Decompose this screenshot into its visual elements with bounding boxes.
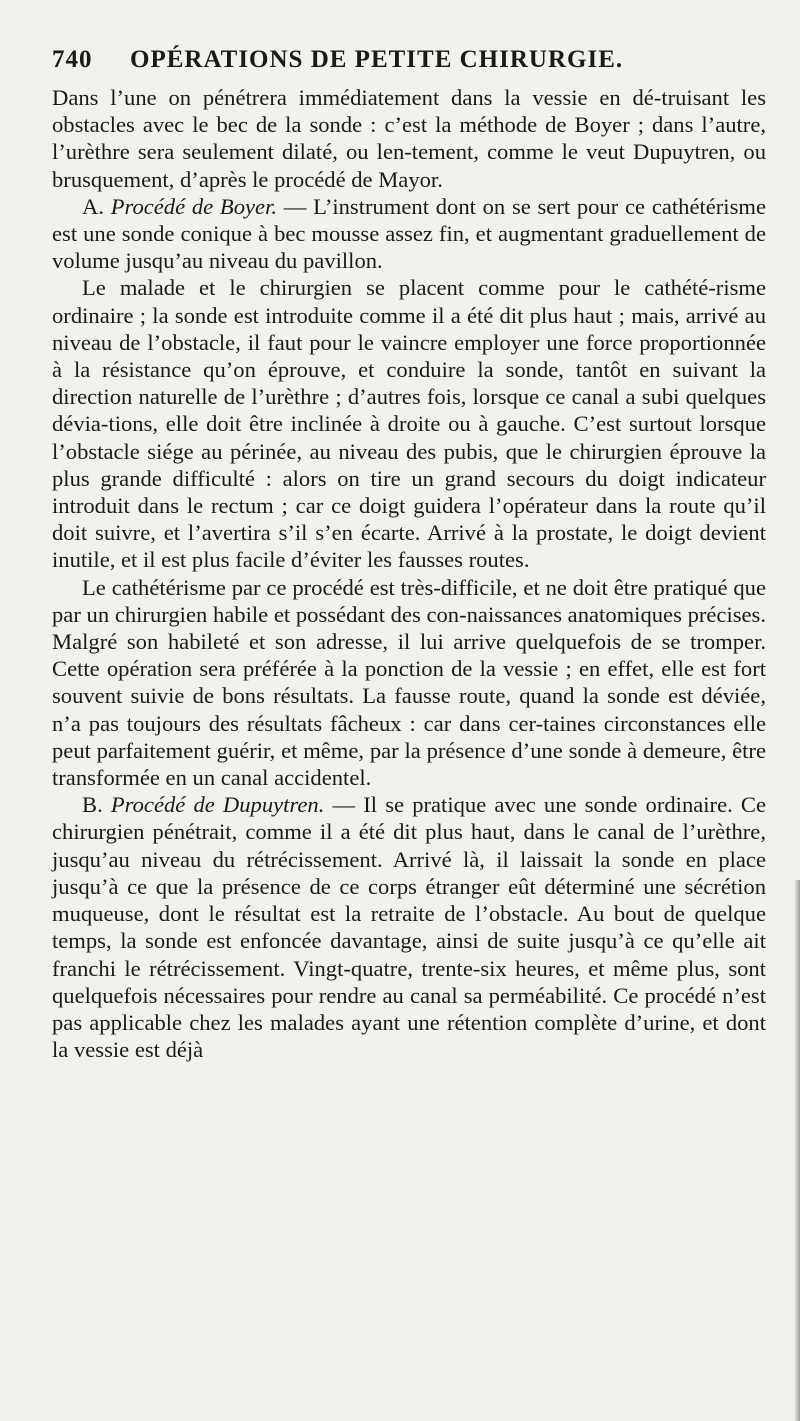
- paragraph-text: Le cathétérisme par ce procédé est très-difficile, et ne doit être pratiqué que par un chirurgien habile et possédant des con-naissances anatomiques précises. Malgré son habileté et son adresse, il lui arrive quelquefois de se tromper. Cette opération sera préférée à la ponction de la vessie ; en effet, elle est fort souvent suivie de bons résultats. La fausse route, quand la sonde est déviée, n’a pas toujours des résultats fâcheux : car dans cer-taines circonstances elle peut parfaitement guérir, et même, par la présence d’une sonde à demeure, être transformée en un canal accidentel.: [52, 574, 766, 791]
- section-title-boyer: Procédé de Boyer.: [110, 193, 278, 219]
- paragraph-technique: [52, 274, 766, 573]
- paragraph-text: Le malade et le chirurgien se placent comme pour le cathété-risme ordinaire ; la sonde est introduite comme il a été dit plus haut ; mais, arrivé au niveau de l’obstacle, il faut pour le vaincre employer une force proportionnée à la résistance qu’on éprouve, et conduire la sonde, tantôt en suivant la direction naturelle de l’urèthre ; d’autres fois, lorsque ce canal a subi quelques dévia-tions, elle doit être inclinée à droite ou à gauche. C’est surtout lorsque l’obstacle siége au périnée, au niveau des pubis, que le chirurgien éprouve la plus grande difficulté : alors on tire un grand secours du doigt indicateur introduit dans le rectum ; car ce doigt guidera l’opérateur dans la route qu’il doit suivre, et l’avertira s’il s’en écarte. Arrivé à la prostate, le doigt devient inutile, et il est plus facile d’éviter les fausses routes.: [52, 275, 766, 573]
- section-letter: B.: [82, 792, 111, 818]
- page-edge-shadow: [794, 880, 800, 1421]
- paragraph-text: — Il se pratique avec une sonde ordinaire. Ce chirurgien pénétrait, comme il a été dit plus haut, dans le canal de l’urèthre, jusqu’au niveau du rétrécissement. Arrivé là, il laissait la sonde en place jusqu’à ce que la présence de ce corps étranger eût déterminé une sécrétion muqueuse, dont le résultat est la retraite de l’obstacle. Au bout de quelque temps, la sonde est enfoncée davantage, ainsi de suite jusqu’à ce qu’elle ait franchi le rétrécissement. Vingt-quatre, trente-six heures, et même plus, sont quelquefois nécessaires pour rendre au canal sa perméabilité. Ce procédé n’est pas applicable chez les malades ayant une rétention complète d’urine, et dont la vessie est déjà: [52, 792, 767, 1063]
- page-header: [52, 44, 766, 84]
- page-number: 740: [52, 46, 93, 73]
- paragraph-boyer: [52, 193, 766, 275]
- paragraph-text: — L’instrument dont on se sert pour ce cathétérisme est une sonde conique à bec mousse assez fin, et augmentant graduellement de volume jusqu’au niveau du pavillon.: [52, 193, 766, 274]
- running-title: OPÉRATIONS DE PETITE CHIRURGIE.: [130, 46, 624, 73]
- paragraph-text: Dans l’une on pénétrera immédiatement dans la vessie en dé-truisant les obstacles avec le bec de la sonde : c’est la méthode de Boyer ; dans l’autre, l’urèthre sera seulement dilaté, ou len-tement, comme le veut Dupuytren, ou brusquement, d’après le procédé de Mayor.: [52, 85, 766, 192]
- section-title-dupuytren: Procédé de Dupuytren.: [110, 792, 325, 818]
- section-letter: A.: [82, 193, 111, 219]
- paragraph-intro: [52, 84, 766, 193]
- paragraph-dupuytren: [52, 791, 766, 1063]
- book-page: [52, 44, 766, 1063]
- paragraph-difficulty: [52, 574, 766, 792]
- body-text: [52, 84, 766, 1063]
